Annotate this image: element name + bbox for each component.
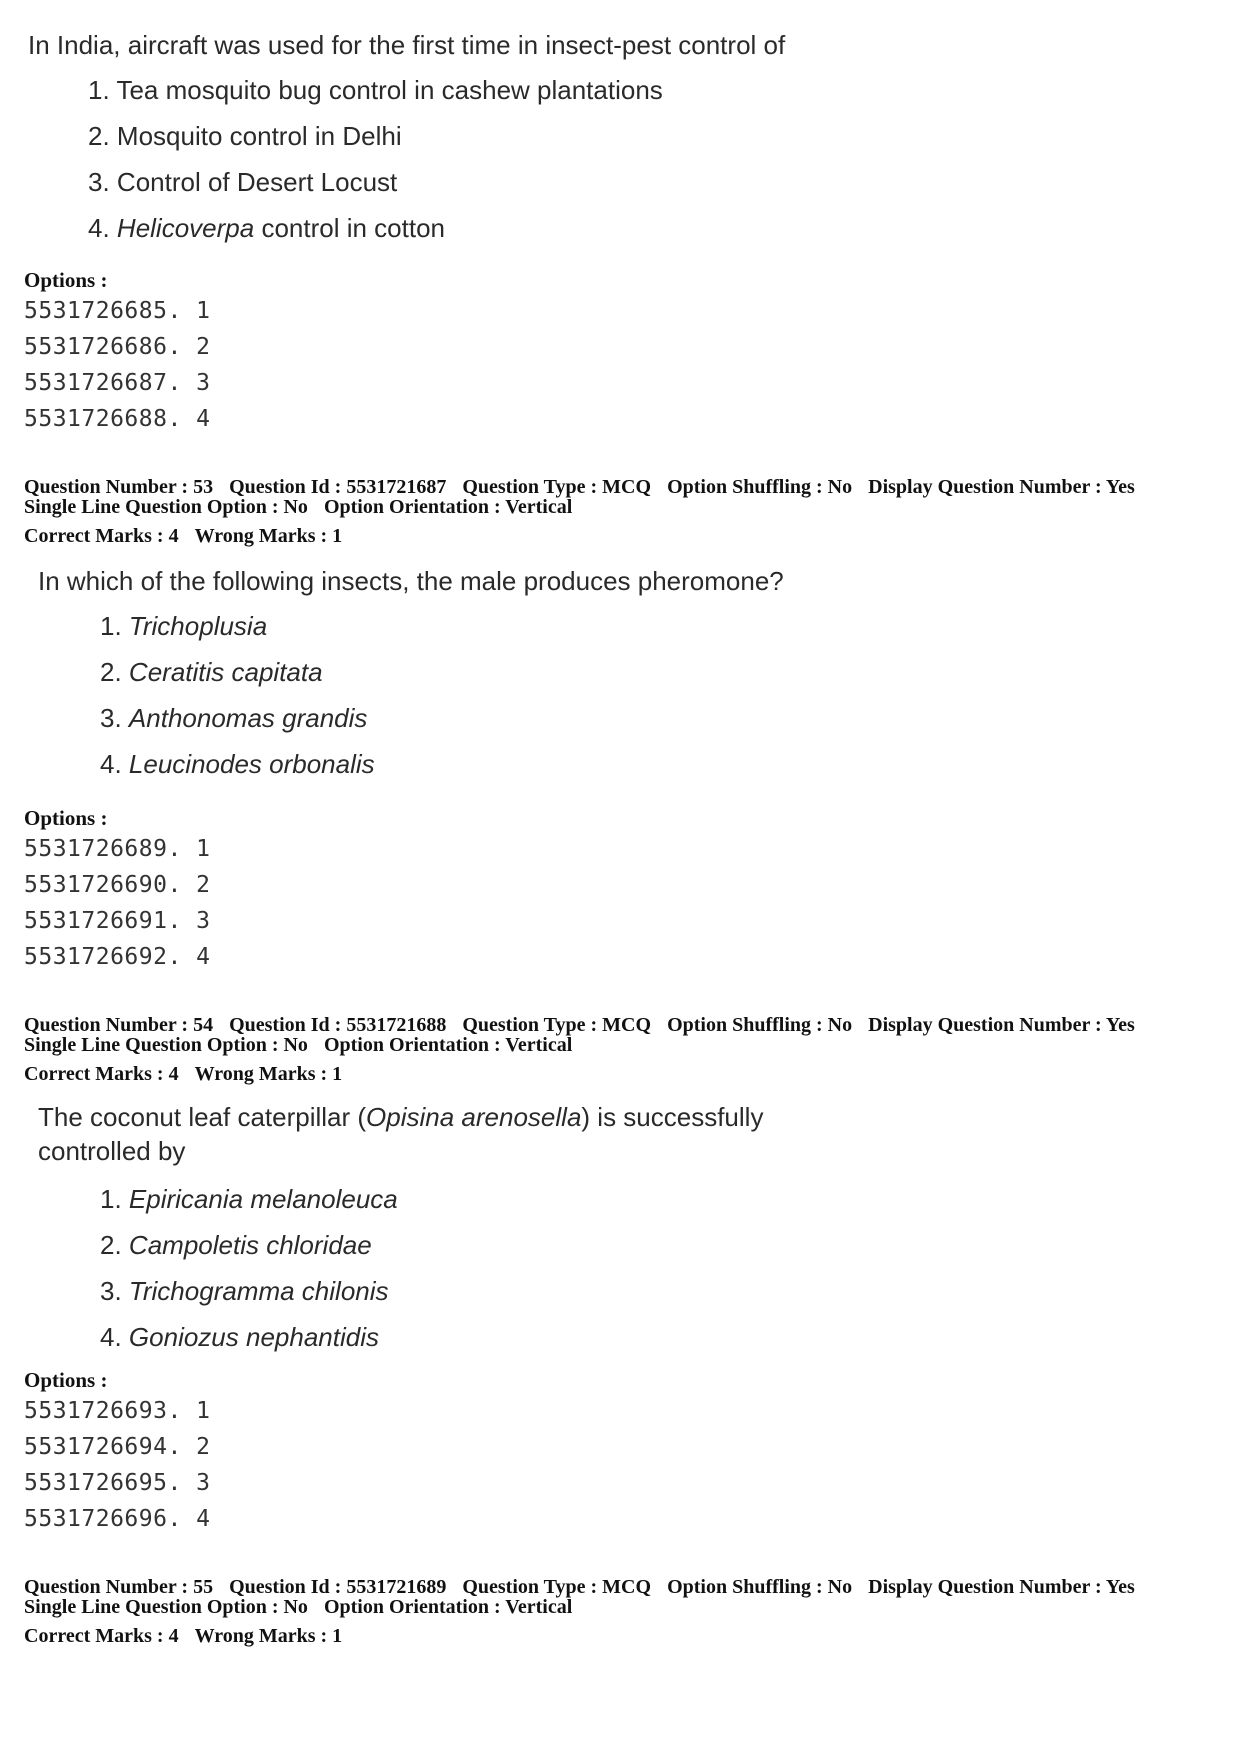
option-item[interactable]: 5531726692. 4 [24,944,211,970]
question-list-item: 4. Goniozus nephantidis [100,1322,379,1352]
question-list-item: 4. Helicoverpa control in cotton [88,213,445,243]
question-list-item: 3. Control of Desert Locust [88,167,398,197]
question-list-item: 1. Trichoplusia [100,611,268,641]
option-item[interactable]: 5531726686. 2 [24,334,211,360]
question-meta-line: Single Line Question Option : No Option Orientation : Vertical [24,1034,573,1056]
question-meta-line: Question Number : 54 Question Id : 5531721688 Question Type : MCQ Option Shuffling : No Display Question Number : Yes [24,1014,1135,1036]
question-meta-line: Single Line Question Option : No Option Orientation : Vertical [24,1596,573,1618]
question-list-item: 1. Tea mosquito bug control in cashew plantations [88,75,663,105]
question-list-item: 1. Epiricania melanoleuca [100,1184,398,1214]
option-item[interactable]: 5531726696. 4 [24,1506,211,1532]
option-item[interactable]: 5531726691. 3 [24,908,211,934]
option-item[interactable]: 5531726688. 4 [24,406,211,432]
question-meta-line: Question Number : 53 Question Id : 5531721687 Question Type : MCQ Option Shuffling : No Display Question Number : Yes [24,476,1135,498]
question-list-item: 2. Campoletis chloridae [100,1230,372,1260]
option-item[interactable]: 5531726693. 1 [24,1398,211,1424]
question-marks-line: Correct Marks : 4 Wrong Marks : 1 [24,1063,343,1085]
question-text: In India, aircraft was used for the first time in insect-pest control of [28,30,786,60]
question-list-item: 2. Mosquito control in Delhi [88,121,402,151]
option-item[interactable]: 5531726689. 1 [24,836,211,862]
question-list-item: 2. Ceratitis capitata [100,657,323,687]
options-label: Options : [24,268,108,292]
question-marks-line: Correct Marks : 4 Wrong Marks : 1 [24,1625,343,1647]
question-list-item: 4. Leucinodes orbonalis [100,749,375,779]
options-label: Options : [24,1368,108,1392]
option-item[interactable]: 5531726687. 3 [24,370,211,396]
question-meta-line: Question Number : 55 Question Id : 5531721689 Question Type : MCQ Option Shuffling : No Display Question Number : Yes [24,1576,1135,1598]
option-item[interactable]: 5531726690. 2 [24,872,211,898]
question-list-item: 3. Anthonomas grandis [100,703,368,733]
question-meta-line: Single Line Question Option : No Option Orientation : Vertical [24,496,573,518]
question-list-item: 3. Trichogramma chilonis [100,1276,389,1306]
option-item[interactable]: 5531726694. 2 [24,1434,211,1460]
option-item[interactable]: 5531726685. 1 [24,298,211,324]
question-marks-line: Correct Marks : 4 Wrong Marks : 1 [24,525,343,547]
options-label: Options : [24,806,108,830]
question-text: In which of the following insects, the male produces pheromone? [38,566,784,596]
option-item[interactable]: 5531726695. 3 [24,1470,211,1496]
question-text: The coconut leaf caterpillar (Opisina arenosella) is successfully controlled by [38,1102,764,1166]
